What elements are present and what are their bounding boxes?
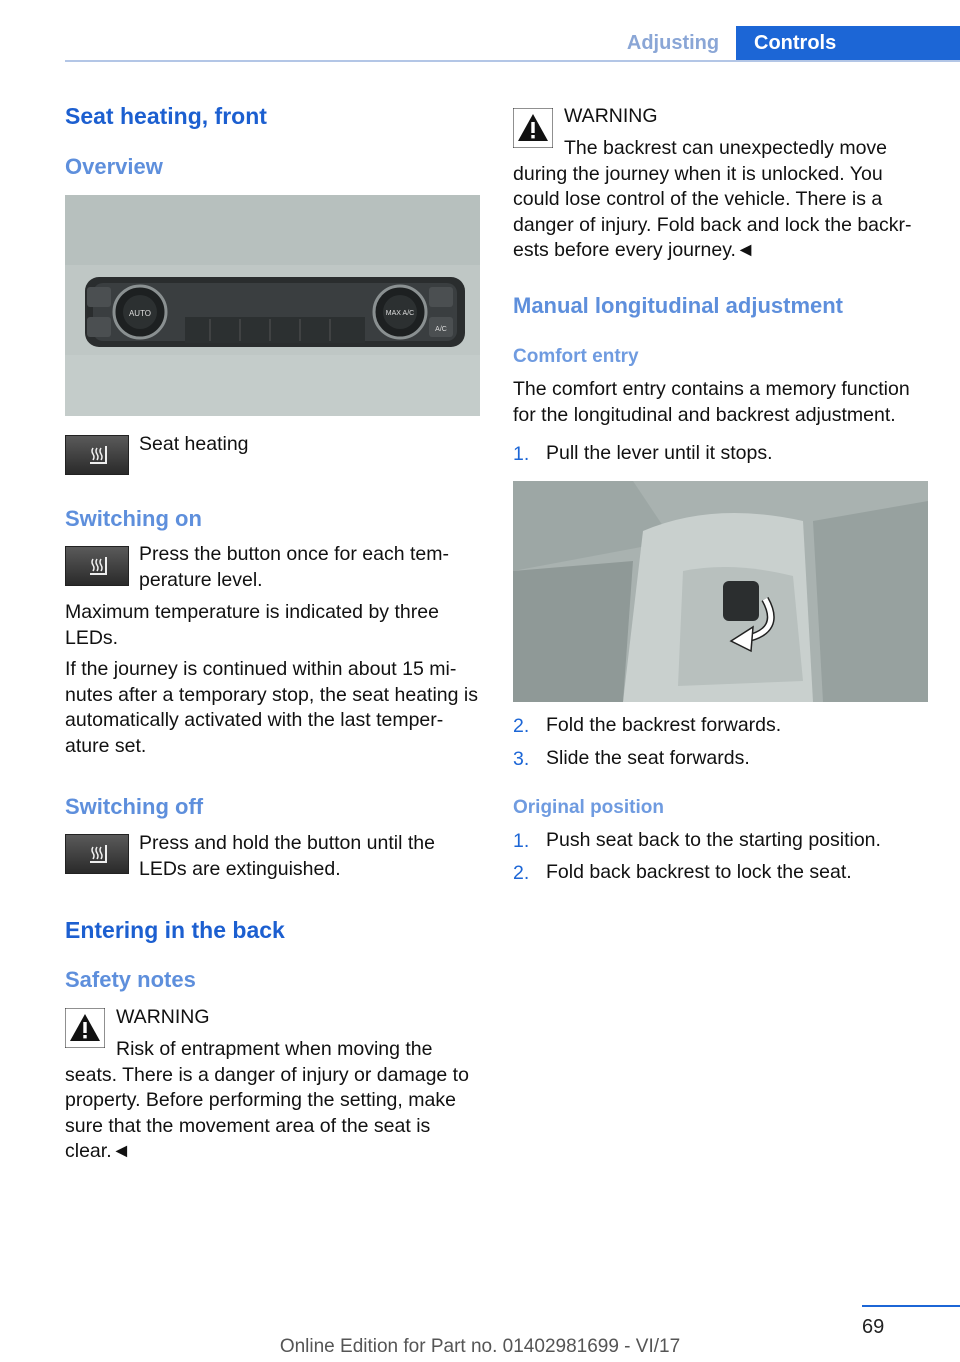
- seat-heating-button-icon: [65, 435, 129, 475]
- warning-label: WARNING: [116, 1006, 210, 1028]
- ac-button-label: A/C: [435, 326, 447, 333]
- heading-comfort-entry: Comfort entry: [513, 346, 639, 367]
- heading-switching-on: Switching on: [65, 506, 202, 531]
- step-number: 1.: [513, 443, 530, 465]
- warning-label: WARNING: [564, 105, 658, 127]
- heading-manual-adjustment: Manual longitudinal adjustment: [513, 293, 843, 318]
- heading-seat-heating: Seat heating, front: [65, 103, 267, 129]
- seat-lever-image: [513, 481, 928, 702]
- journey-text: If the journey is continued within about 15 minutes after a temporary stop, the seat heating is automatically activated with the last temperature set.: [65, 658, 478, 757]
- footer-edition: Online Edition for Part no. 01402981699 - VI/17: [279, 1336, 681, 1357]
- switching-on-text: Press the button once for each temperature level.: [139, 543, 450, 591]
- climate-control-panel-image: [65, 195, 480, 416]
- step-text: Fold back backrest to lock the seat.: [546, 861, 852, 883]
- header-rule: [65, 60, 960, 62]
- heading-original-position: Original position: [513, 797, 664, 818]
- page-number: 69: [862, 1316, 885, 1338]
- heading-overview: Overview: [65, 154, 163, 179]
- step-number: 1.: [513, 830, 530, 852]
- step-text: Fold the backrest forwards.: [546, 714, 782, 736]
- seat-heating-button-icon: [65, 834, 129, 874]
- seat-heating-button-icon: [65, 546, 129, 586]
- step-text: Pull the lever until it stops.: [546, 442, 773, 464]
- tab-adjusting[interactable]: Adjusting: [626, 32, 720, 54]
- step-text: Slide the seat forwards.: [546, 747, 750, 769]
- heading-entering-back: Entering in the back: [65, 917, 285, 943]
- step-number: 2.: [513, 862, 530, 884]
- switching-off-text: Press and hold the button until the LEDs are extinguished.: [139, 832, 435, 880]
- step-number: 3.: [513, 748, 530, 770]
- warning-text: The backrest can unexpectedly move during the journey when it is unlocked. You could lose control of the vehicle. There is a danger of injury. Fold back and lock the backrests before every journey.◄: [513, 137, 912, 261]
- footer-rule: [862, 1305, 960, 1307]
- tab-controls[interactable]: Controls: [736, 26, 960, 61]
- seat-heating-label: Seat heating: [139, 433, 249, 455]
- step-number: 2.: [513, 715, 530, 737]
- heading-safety-notes: Safety notes: [65, 967, 196, 992]
- auto-knob-label: AUTO: [128, 309, 152, 318]
- heading-switching-off: Switching off: [65, 794, 204, 819]
- step-text: Push seat back to the starting position.: [546, 829, 881, 851]
- max-ac-knob-label: MAX A/C: [385, 310, 415, 317]
- warning-text: Risk of entrapment when moving the seats. There is a danger of injury or damage to property. Before performing the setting, make sure that the movement area of the seat is clear.◄: [65, 1038, 469, 1162]
- comfort-entry-text: The comfort entry contains a memory function for the longitudinal and backrest adjustment.: [513, 378, 910, 426]
- max-temp-text: Maximum temperature is indicated by three LEDs.: [65, 601, 439, 649]
